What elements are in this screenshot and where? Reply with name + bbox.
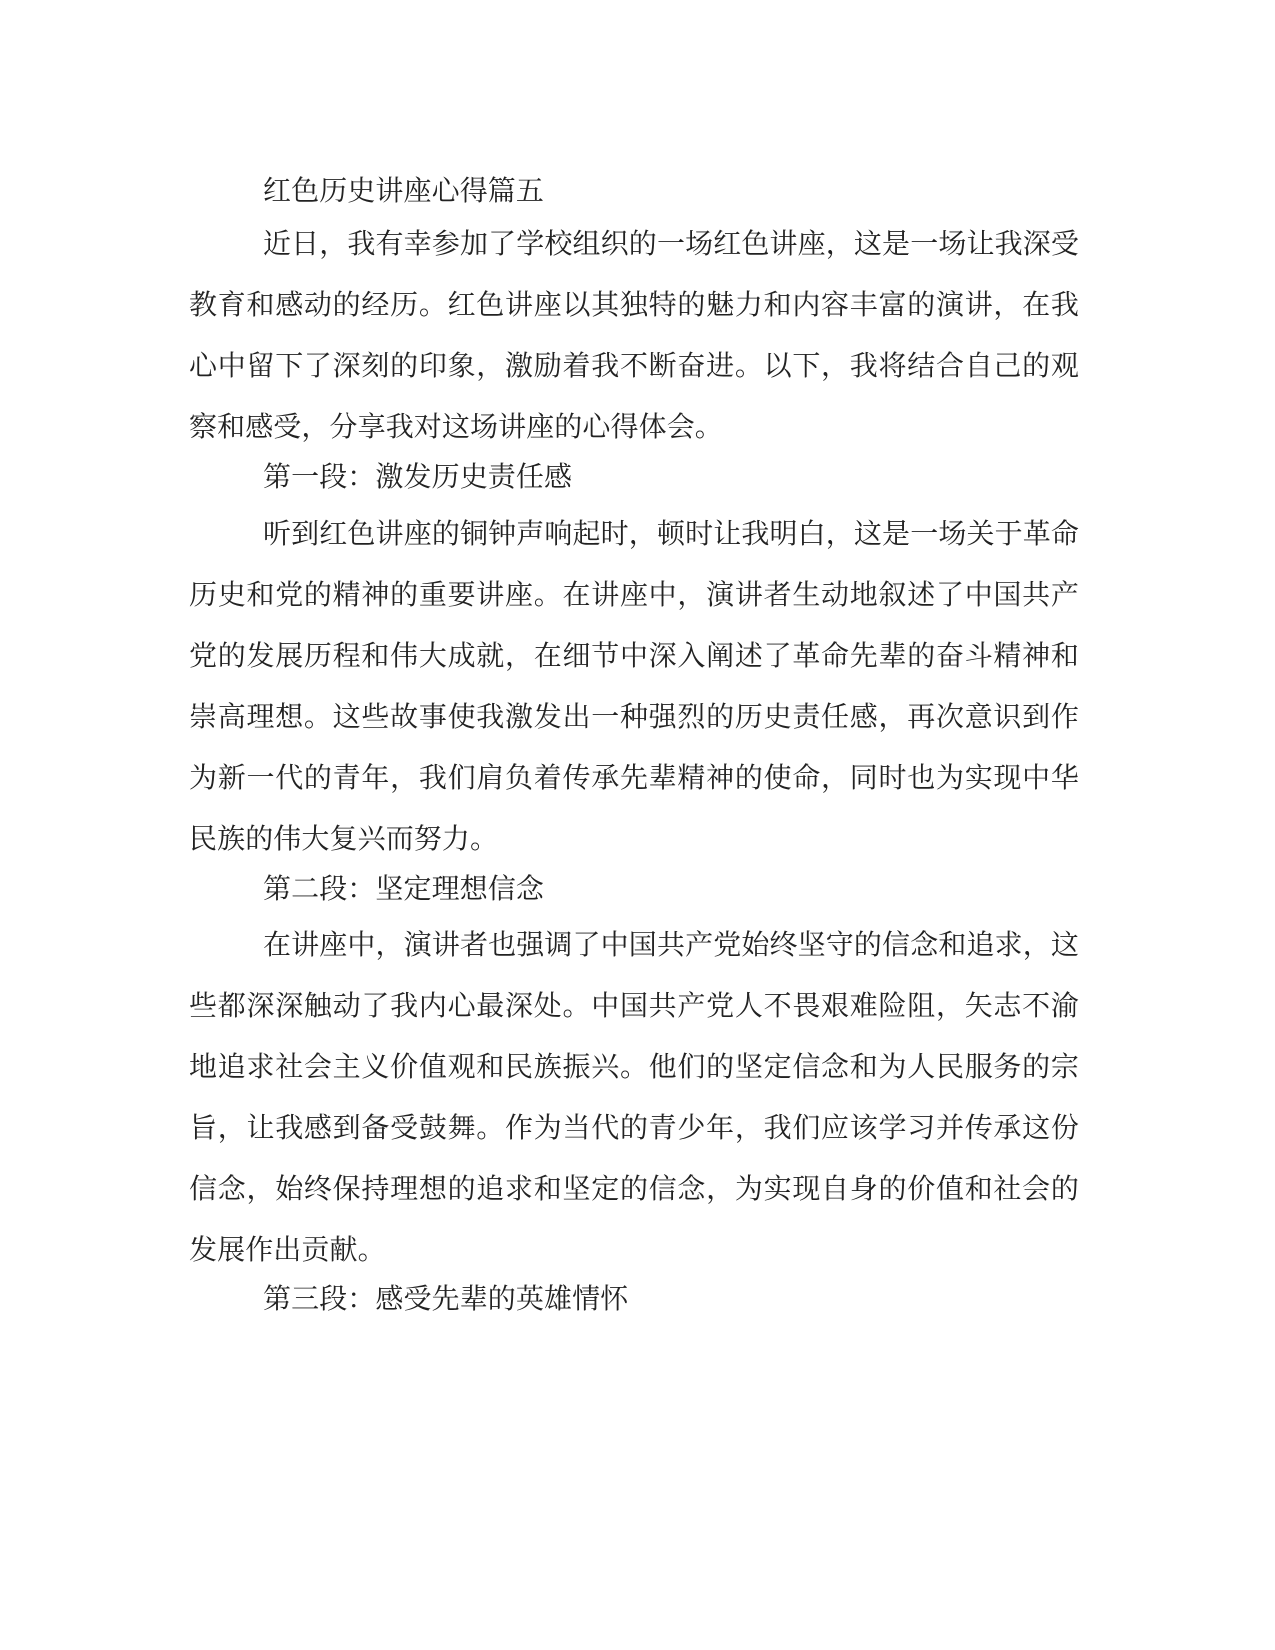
intro-paragraph: 近日，我有幸参加了学校组织的一场红色讲座，这是一场让我深受教育和感动的经历。红色讲座以其独特的魅力和内容丰富的演讲，在我心中留下了深刻的印象，激励着我不断奋进。以下，我将结合自己的观察和感受，分享我对这场讲座的心得体会。	[189, 227, 1079, 443]
section-heading-3: 第三段：感受先辈的英雄情怀	[263, 1282, 629, 1315]
document-title: 红色历史讲座心得篇五	[263, 174, 545, 207]
section-2-paragraph: 在讲座中，演讲者也强调了中国共产党始终坚守的信念和追求，这些都深深触动了我内心最深处。中国共产党人不畏艰难险阻，矢志不渝地追求社会主义价值观和民族振兴。他们的坚定信念和为人民服务的宗旨，让我感到备受鼓舞。作为当代的青少年，我们应该学习并传承这份信念，始终保持理想的追求和坚定的信念，为实现自身的价值和社会的发展作出贡献。	[189, 928, 1079, 1266]
section-heading-2: 第二段：坚定理想信念	[263, 872, 545, 905]
section-1-paragraph: 听到红色讲座的铜钟声响起时，顿时让我明白，这是一场关于革命历史和党的精神的重要讲座。在讲座中，演讲者生动地叙述了中国共产党的发展历程和伟大成就，在细节中深入阐述了革命先辈的奋斗精神和崇高理想。这些故事使我激发出一种强烈的历史责任感，再次意识到作为新一代的青年，我们肩负着传承先辈精神的使命，同时也为实现中华民族的伟大复兴而努力。	[189, 517, 1079, 855]
section-heading-1: 第一段：激发历史责任感	[263, 460, 573, 493]
